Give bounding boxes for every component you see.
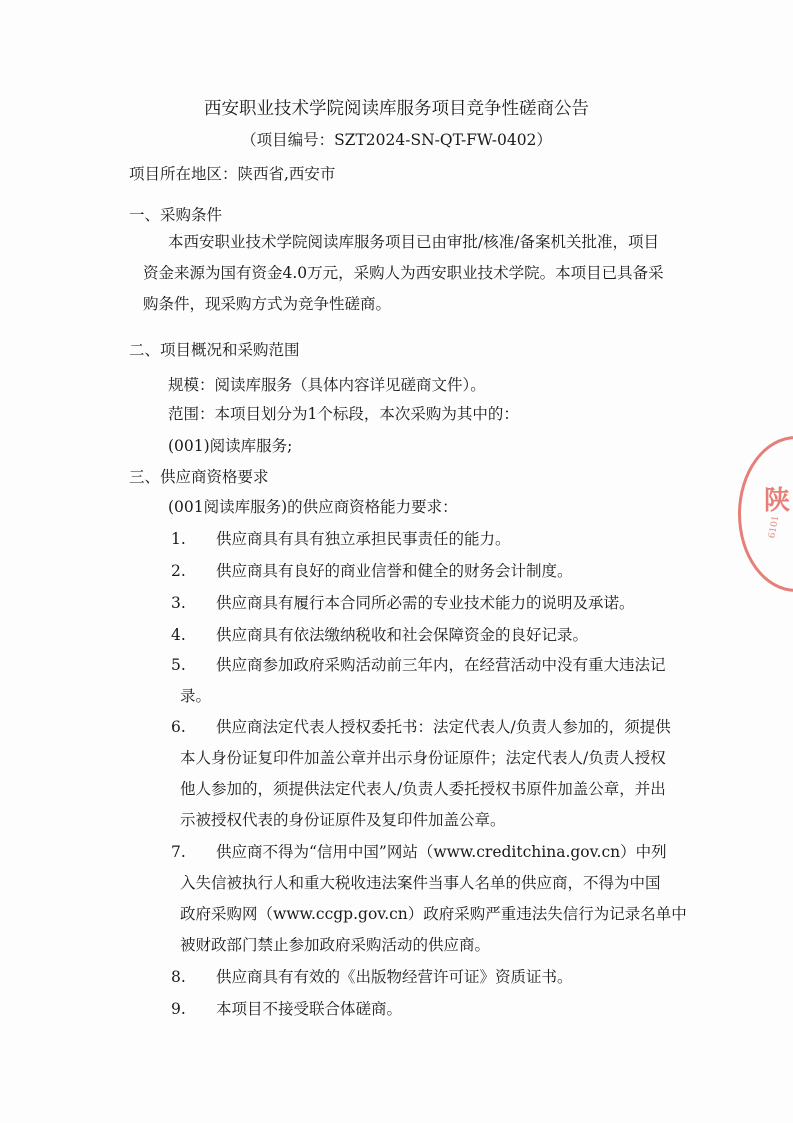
list-item-continued: 入失信被执行人和重大税收违法案件当事人名单的供应商，不得为中国 (180, 874, 661, 892)
list-item-continued: 被财政部门禁止参加政府采购活动的供应商。 (180, 936, 491, 954)
section-heading-1: 一、采购条件 (129, 206, 223, 224)
list-item-continued: 政府采购网（www.ccgp.gov.cn）政府采购严重违法失信行为记录名单中 (180, 905, 687, 923)
project-location: 项目所在地区：陕西省,西安市 (129, 165, 336, 183)
page-title: 西安职业技术学院阅读库服务项目竞争性磋商公告 (204, 99, 589, 119)
item-number: 4. (171, 626, 186, 644)
list-item: 供应商不得为“信用中国”网站（www.creditchina.gov.cn）中列 (216, 843, 667, 861)
list-item: 供应商具有良好的商业信誉和健全的财务会计制度。 (216, 562, 573, 580)
list-item-continued: 本人身份证复印件加盖公章并出示身份证原件；法定代表人/负责人授权 (180, 749, 666, 767)
item-number: 6. (171, 718, 186, 736)
item-number: 1. (171, 530, 186, 548)
list-item: 供应商具有履行本合同所必需的专业技术能力的说明及承诺。 (216, 594, 635, 612)
section-heading-3: 三、供应商资格要求 (129, 468, 269, 486)
list-item: 供应商参加政府采购活动前三年内，在经营活动中没有重大违法记 (216, 656, 666, 674)
requirements-intro: (001阅读库服务)的供应商资格能力要求： (168, 498, 458, 516)
project-number: （项目编号：SZT2024-SN-QT-FW-0402） (241, 131, 552, 149)
list-item: 供应商具有依法缴纳税收和社会保障资金的良好记录。 (216, 626, 589, 644)
list-item: 供应商具有有效的《出版物经营许可证》资质证书。 (216, 968, 573, 986)
list-item: 本项目不接受联合体磋商。 (216, 1000, 403, 1018)
section-heading-2: 二、项目概况和采购范围 (129, 341, 300, 359)
paragraph-line: 规模：阅读库服务（具体内容详见磋商文件）。 (168, 376, 486, 394)
item-number: 7. (171, 843, 186, 861)
seal-character: 陕 (764, 486, 791, 516)
list-item-continued: 他人参加的，须提供法定代表人/负责人委托授权书原件加盖公章，并出 (180, 780, 666, 798)
list-item: 供应商具有具有独立承担民事责任的能力。 (216, 530, 511, 548)
paragraph-line: (001)阅读库服务; (168, 437, 293, 455)
seal-serial: 6101 (767, 514, 782, 540)
item-number: 2. (171, 562, 186, 580)
paragraph-line: 资金来源为国有资金4.0万元，采购人为西安职业技术学院。本项目已具备采 (143, 264, 664, 282)
item-number: 9. (171, 1000, 186, 1018)
paragraph-line: 购条件，现采购方式为竞争性磋商。 (143, 295, 392, 313)
paragraph-line: 范围：本项目划分为1个标段，本次采购为其中的： (168, 405, 519, 423)
paragraph-line: 本西安职业技术学院阅读库服务项目已由审批/核准/备案机关批准，项目 (168, 233, 659, 251)
item-number: 8. (171, 968, 186, 986)
list-item-continued: 录。 (180, 687, 212, 705)
item-number: 5. (171, 656, 186, 674)
list-item-continued: 示被授权代表的身份证原件及复印件加盖公章。 (180, 811, 506, 829)
list-item: 供应商法定代表人授权委托书：法定代表人/负责人参加的，须提供 (216, 718, 671, 736)
item-number: 3. (171, 594, 186, 612)
